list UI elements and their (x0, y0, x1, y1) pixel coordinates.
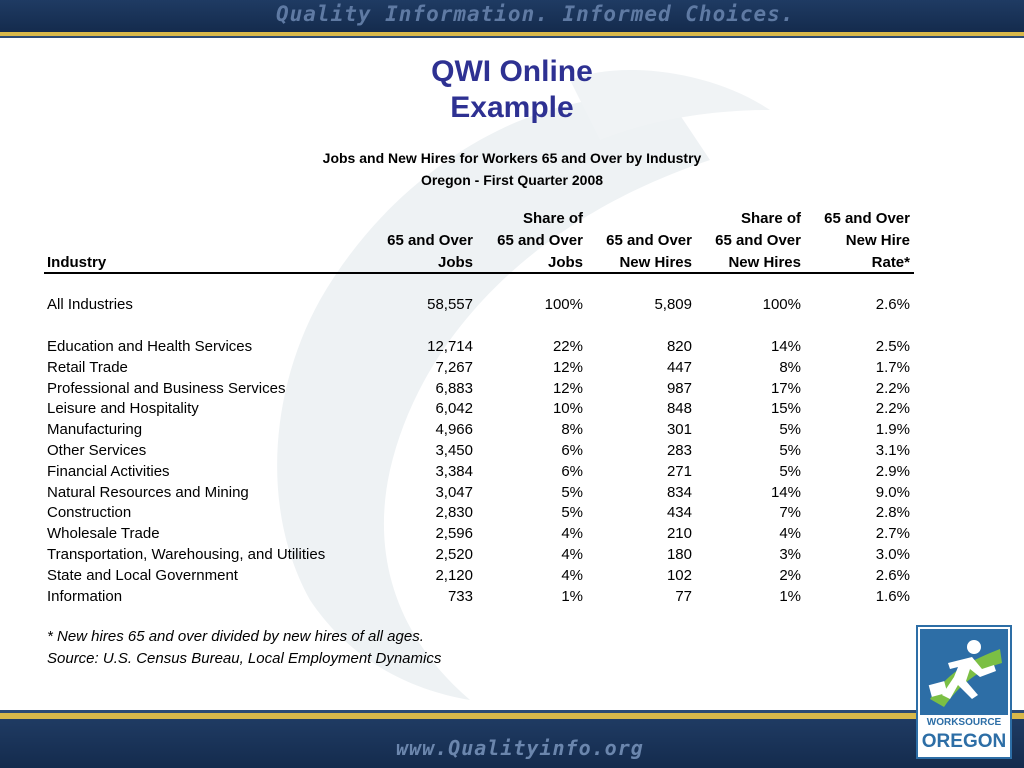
row-share-jobs: 12% (552, 359, 583, 376)
total-hires: 5,809 (654, 296, 692, 313)
row-rate: 2.8% (875, 504, 910, 521)
row-rate: 3.0% (875, 546, 910, 563)
header-rate-line3: Rate* (871, 254, 910, 271)
row-jobs: 2,830 (435, 504, 473, 521)
row-rate: 9.0% (875, 484, 910, 501)
row-share-jobs: 4% (561, 525, 583, 542)
row-industry: State and Local Government (47, 567, 238, 584)
header-divider (44, 272, 914, 274)
slide-title-line2: Example (450, 91, 574, 124)
row-share-jobs: 6% (561, 463, 583, 480)
row-jobs: 2,520 (435, 546, 473, 563)
total-share-jobs: 100% (544, 296, 583, 313)
runner-logo-icon (920, 629, 1008, 715)
row-rate: 2.5% (875, 338, 910, 355)
bottom-banner-url: www.Qualityinfo.org (396, 736, 644, 760)
row-share-hires: 4% (779, 525, 801, 542)
table-title-line1: Jobs and New Hires for Workers 65 and Over by Industry (322, 150, 702, 166)
top-blue-rule (0, 36, 1024, 38)
row-industry: Other Services (47, 442, 147, 459)
total-industry: All Industries (47, 296, 133, 313)
header-jobs-line1: 65 and Over (387, 232, 473, 249)
row-share-jobs: 22% (552, 338, 583, 355)
row-share-jobs: 4% (561, 567, 583, 584)
row-rate: 1.9% (875, 421, 910, 438)
row-industry: Natural Resources and Mining (47, 484, 249, 501)
row-jobs: 6,042 (435, 400, 473, 417)
row-rate: 3.1% (875, 442, 910, 459)
header-share-jobs-line2: 65 and Over (497, 232, 583, 249)
worksource-oregon-logo (916, 625, 1012, 759)
header-rate-line2: New Hire (845, 232, 910, 249)
row-hires: 434 (666, 504, 692, 521)
logo-text-oregon: OREGON (921, 731, 1007, 752)
total-jobs: 58,557 (427, 296, 473, 313)
header-share-hires-line2: 65 and Over (715, 232, 801, 249)
row-share-jobs: 6% (561, 442, 583, 459)
row-hires: 848 (666, 400, 692, 417)
row-jobs: 2,596 (435, 525, 473, 542)
header-share-jobs-line1: Share of (522, 210, 583, 227)
header-hires-line2: New Hires (619, 254, 692, 271)
row-hires: 834 (666, 484, 692, 501)
row-rate: 2.7% (875, 525, 910, 542)
row-industry: Financial Activities (47, 463, 170, 480)
row-share-hires: 2% (779, 567, 801, 584)
row-hires: 180 (666, 546, 692, 563)
header-share-hires-line3: New Hires (728, 254, 801, 271)
header-rate-line1: 65 and Over (824, 210, 910, 227)
row-hires: 77 (675, 588, 692, 605)
row-jobs: 7,267 (435, 359, 473, 376)
row-share-jobs: 4% (561, 546, 583, 563)
row-industry: Manufacturing (47, 421, 143, 438)
row-rate: 1.7% (875, 359, 910, 376)
row-jobs: 6,883 (435, 380, 473, 397)
logo-text-worksource: WORKSOURCE (926, 717, 1002, 728)
total-share-hires: 100% (762, 296, 801, 313)
row-share-hires: 14% (770, 484, 801, 501)
row-rate: 2.2% (875, 400, 910, 417)
row-hires: 820 (666, 338, 692, 355)
row-rate: 2.2% (875, 380, 910, 397)
row-share-hires: 5% (779, 442, 801, 459)
footnote-definition: * New hires 65 and over divided by new hires of all ages. (47, 628, 424, 645)
row-industry: Transportation, Warehousing, and Utilities (47, 546, 326, 563)
row-industry: Leisure and Hospitality (47, 400, 199, 417)
row-share-hires: 5% (779, 463, 801, 480)
row-share-jobs: 10% (552, 400, 583, 417)
row-hires: 987 (666, 380, 692, 397)
row-share-hires: 3% (779, 546, 801, 563)
row-share-jobs: 8% (561, 421, 583, 438)
row-industry: Information (47, 588, 123, 605)
row-share-hires: 17% (770, 380, 801, 397)
table-title (212, 147, 812, 191)
header-jobs-line2: Jobs (437, 254, 473, 271)
row-jobs: 3,384 (435, 463, 473, 480)
row-industry: Construction (47, 504, 132, 521)
row-industry: Education and Health Services (47, 338, 253, 355)
row-share-hires: 8% (779, 359, 801, 376)
row-jobs: 733 (447, 588, 473, 605)
row-share-hires: 7% (779, 504, 801, 521)
header-share-jobs-line3: Jobs (547, 254, 583, 271)
row-share-hires: 15% (770, 400, 801, 417)
header-industry: Industry (47, 254, 107, 271)
total-rate: 2.6% (875, 296, 910, 313)
row-hires: 210 (666, 525, 692, 542)
row-jobs: 4,966 (435, 421, 473, 438)
row-hires: 283 (666, 442, 692, 459)
header-hires-line1: 65 and Over (606, 232, 692, 249)
slide-title-line1: QWI Online (431, 55, 593, 88)
header-share-hires-line1: Share of (740, 210, 801, 227)
row-share-jobs: 1% (561, 588, 583, 605)
row-hires: 271 (666, 463, 692, 480)
row-jobs: 3,047 (435, 484, 473, 501)
row-rate: 2.9% (875, 463, 910, 480)
row-jobs: 3,450 (435, 442, 473, 459)
row-share-jobs: 12% (552, 380, 583, 397)
top-banner-slogan: Quality Information. Informed Choices. (276, 2, 795, 26)
row-hires: 447 (666, 359, 692, 376)
row-industry: Retail Trade (47, 359, 128, 376)
row-share-hires: 1% (779, 588, 801, 605)
row-hires: 102 (666, 567, 692, 584)
row-hires: 301 (666, 421, 692, 438)
row-rate: 2.6% (875, 567, 910, 584)
row-rate: 1.6% (875, 588, 910, 605)
row-industry: Wholesale Trade (47, 525, 160, 542)
slide-title (312, 54, 712, 126)
footnote-source: Source: U.S. Census Bureau, Local Employment Dynamics (47, 650, 442, 667)
row-share-hires: 5% (779, 421, 801, 438)
row-industry: Professional and Business Services (47, 380, 286, 397)
row-share-jobs: 5% (561, 484, 583, 501)
row-share-jobs: 5% (561, 504, 583, 521)
table-title-line2: Oregon - First Quarter 2008 (420, 172, 604, 188)
row-share-hires: 14% (770, 338, 801, 355)
row-jobs: 12,714 (427, 338, 473, 355)
row-jobs: 2,120 (435, 567, 473, 584)
